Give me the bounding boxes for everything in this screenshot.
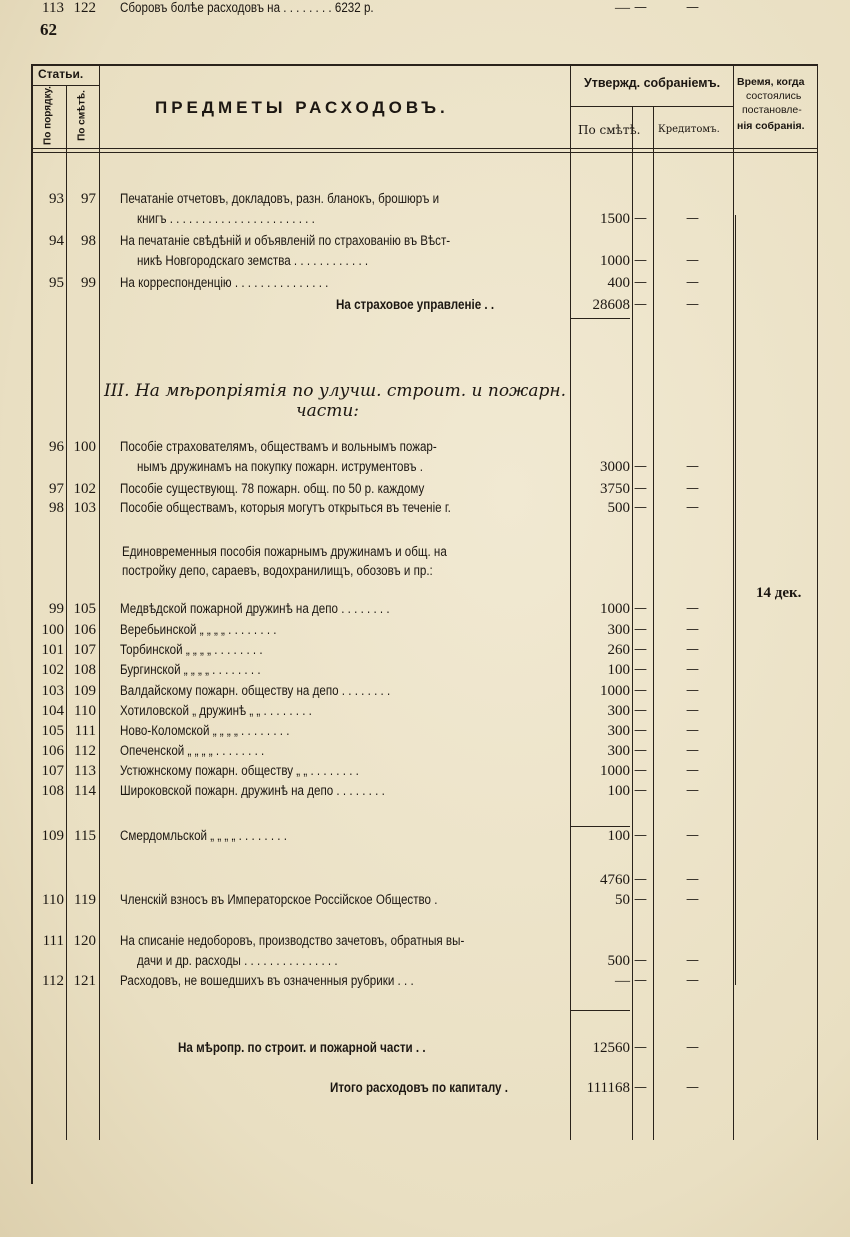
row-amount: 1500 — [600, 211, 630, 227]
row-description: Пособіе существующ. 78 пожарн. общ. по 50 р. каждому — [120, 481, 425, 496]
row-order-number: 94 — [49, 233, 64, 249]
credit-dash: — — [634, 481, 647, 496]
row-estimate-number: 109 — [73, 683, 96, 699]
credit-dash-2: — — [686, 763, 699, 778]
row-order-number: 111 — [42, 933, 64, 949]
credit-dash: — — [634, 783, 647, 798]
row-description: Членскій взносъ въ Императорское Россійское Общество . — [120, 892, 438, 907]
credit-dash: — — [634, 253, 647, 268]
row-estimate-number: 99 — [81, 275, 96, 291]
row-order-number: 99 — [49, 601, 64, 617]
row-description: На страховое управленіе . . — [336, 297, 495, 312]
row-description: Смердомльской „ „ „ „ . . . . . . . . — [120, 828, 287, 843]
credit-dash: — — [634, 1080, 647, 1095]
header-by-order: По порядку. — [42, 86, 54, 145]
credit-dash: — — [634, 723, 647, 738]
row-amount: 3000 — [600, 459, 630, 475]
row-description: На списаніе недоборовъ, производство зачетовъ, обратныя вы- — [120, 933, 465, 948]
credit-dash: — — [634, 622, 647, 637]
row-description: Пособіе страхователямъ, обществамъ и вольнымъ пожар- — [120, 439, 437, 454]
row-order-number: 110 — [42, 892, 64, 908]
credit-dash-2: — — [686, 662, 699, 677]
row-description: Расходовъ, не вошедшихъ въ означенныя рубрики . . . — [120, 973, 414, 988]
row-amount: 260 — [607, 642, 630, 658]
row-estimate-number: 105 — [73, 601, 96, 617]
credit-dash-2: — — [686, 297, 699, 312]
row-order-number: 103 — [41, 683, 64, 699]
header-time-1: Время, когда — [737, 76, 805, 88]
header-time-2: состоялись — [746, 90, 802, 102]
sum-line-1 — [570, 318, 630, 319]
row-estimate-number: 103 — [73, 500, 96, 516]
sum-line-2 — [570, 826, 630, 827]
credit-dash: — — [634, 459, 647, 474]
page-number: 62 — [40, 20, 57, 39]
credit-dash-2: — — [686, 953, 699, 968]
row-description: Валдайскому пожарн. обществу на депо . . . . . . . . — [120, 683, 391, 698]
credit-dash-2: — — [686, 500, 699, 515]
row-description: Торбинской „ „ „ „ . . . . . . . . — [120, 642, 263, 657]
header-bottom-border — [31, 148, 818, 149]
row-estimate-number: 111 — [74, 723, 96, 739]
header-approved: Утвержд. собраніемъ. — [584, 76, 721, 90]
row-estimate-number: 107 — [73, 642, 96, 658]
header-subjects: ПРЕДМЕТЫ РАСХОДОВЪ. — [155, 98, 449, 117]
row-order-number: 108 — [41, 783, 64, 799]
row-amount: 1000 — [600, 763, 630, 779]
row-amount: 50 — [615, 892, 630, 908]
row-description: Бургинской „ „ „ „ . . . . . . . . — [120, 662, 261, 677]
row-order-number: 97 — [49, 481, 64, 497]
credit-dash-2: — — [686, 1080, 699, 1095]
row-order-number: 107 — [41, 763, 64, 779]
row-description: На корреспонденцію . . . . . . . . . . . . . . . — [120, 275, 329, 290]
date-note: 14 дек. — [756, 585, 802, 601]
credit-dash: — — [634, 500, 647, 515]
row-estimate-number: 102 — [73, 481, 96, 497]
row-amount: 300 — [607, 743, 630, 759]
date-brace — [735, 215, 742, 985]
credit-dash-2: — — [686, 828, 699, 843]
header-by-estimate: По смѣтѣ. — [76, 90, 88, 141]
credit-dash-2: — — [686, 275, 699, 290]
row-amount: 100 — [607, 783, 630, 799]
credit-dash: — — [634, 973, 647, 988]
credit-dash: — — [634, 953, 647, 968]
row-estimate-number: 98 — [81, 233, 96, 249]
one-time-heading-1: Единовременныя пособія пожарнымъ дружинамъ и общ. на — [122, 544, 447, 559]
row-description: нымъ дружинамъ на покупку пожарн. иструментовъ . — [137, 459, 423, 474]
row-order-number: 100 — [41, 622, 64, 638]
header-estimate-col: По смѣтѣ. — [578, 123, 641, 137]
row-description: Широковской пожарн. дружинѣ на депо . . . . . . . . — [120, 783, 385, 798]
row-order-number: 96 — [49, 439, 64, 455]
row-amount: — — [615, 973, 630, 989]
credit-dash-2: — — [686, 0, 699, 15]
credit-dash-2: — — [686, 703, 699, 718]
credit-dash-2: — — [686, 642, 699, 657]
credit-dash-2: — — [686, 622, 699, 637]
row-description: Ново-Коломской „ „ „ „ . . . . . . . . — [120, 723, 290, 738]
row-estimate-number: 114 — [74, 783, 96, 799]
row-description: Пособіе обществамъ, которыя могутъ открыться въ теченіе г. — [120, 500, 451, 515]
row-estimate-number: 100 — [73, 439, 96, 455]
table-left-border — [31, 64, 33, 1184]
credit-dash: — — [634, 642, 647, 657]
row-description: никѣ Новгородскаго земства . . . . . . . . . . . . — [137, 253, 369, 268]
header-time-3: постановле- — [742, 104, 802, 116]
header-bottom-border-2 — [31, 152, 818, 153]
row-order-number: 109 — [41, 828, 64, 844]
row-description: Опеченской „ „ „ „ . . . . . . . . — [120, 743, 265, 758]
row-amount: 12560 — [592, 1040, 630, 1056]
header-articles: Статьи. — [38, 67, 84, 81]
row-amount: 500 — [607, 953, 630, 969]
row-description: Устюжнскому пожарн. обществу „ „ . . . . . . . . — [120, 763, 359, 778]
credit-dash: — — [634, 763, 647, 778]
credit-dash: — — [634, 703, 647, 718]
credit-dash: — — [634, 872, 647, 887]
credit-dash-2: — — [686, 601, 699, 616]
row-amount: 3750 — [600, 481, 630, 497]
credit-dash-2: — — [686, 253, 699, 268]
credit-dash-2: — — [686, 743, 699, 758]
row-amount: 300 — [607, 703, 630, 719]
row-description: Итого расходовъ по капиталу . — [330, 1080, 508, 1095]
row-estimate-number: 113 — [74, 763, 96, 779]
row-amount: 4760 — [600, 872, 630, 888]
row-order-number: 113 — [42, 0, 64, 16]
row-description: книгъ . . . . . . . . . . . . . . . . . . . . . . . — [137, 211, 315, 226]
row-order-number: 95 — [49, 275, 64, 291]
row-order-number: 106 — [41, 743, 64, 759]
section-title-2: части: — [296, 401, 360, 421]
credit-dash: — — [634, 297, 647, 312]
credit-dash: — — [634, 743, 647, 758]
one-time-heading-2: постройку депо, сараевъ, водохранилищъ, обозовъ и пр.: — [122, 563, 433, 578]
row-amount: 1000 — [600, 683, 630, 699]
credit-dash: — — [634, 828, 647, 843]
credit-dash: — — [634, 211, 647, 226]
row-description: Медвѣдской пожарной дружинѣ на депо . . . . . . . . — [120, 601, 390, 616]
credit-dash-2: — — [686, 683, 699, 698]
row-amount: 500 — [607, 500, 630, 516]
row-description: На мѣропр. по строит. и пожарной части . . — [178, 1040, 426, 1055]
row-amount: — — [615, 0, 630, 16]
row-order-number: 102 — [41, 662, 64, 678]
row-description: Хотиловской „ дружинѣ „ „ . . . . . . . . — [120, 703, 312, 718]
row-amount: 100 — [607, 662, 630, 678]
row-description: Сборовъ болѣе расходовъ на . . . . . . . . 6232 р. — [120, 0, 374, 15]
section-title-1: III. На мѣропріятія по улучш. строит. и пожарн. — [104, 381, 567, 401]
row-description: На печатаніе свѣдѣній и объявленій по страхованію въ Вѣст- — [120, 233, 451, 248]
articles-underline — [31, 85, 99, 86]
row-amount: 100 — [607, 828, 630, 844]
credit-dash-2: — — [686, 481, 699, 496]
col-divider-4b — [653, 106, 654, 1140]
row-estimate-number: 108 — [73, 662, 96, 678]
credit-dash: — — [634, 601, 647, 616]
table-right-border — [817, 64, 818, 1140]
row-amount: 300 — [607, 622, 630, 638]
row-amount: 1000 — [600, 601, 630, 617]
row-estimate-number: 119 — [74, 892, 96, 908]
credit-dash: — — [634, 892, 647, 907]
row-description: Печатаніе отчетовъ, докладовъ, разн. бланокъ, брошюръ и — [120, 191, 440, 206]
row-estimate-number: 110 — [74, 703, 96, 719]
col-divider-2 — [99, 64, 100, 1140]
credit-dash-2: — — [686, 459, 699, 474]
row-order-number: 93 — [49, 191, 64, 207]
row-order-number: 112 — [42, 973, 64, 989]
sum-line-3 — [570, 1010, 630, 1011]
row-amount: 1000 — [600, 253, 630, 269]
row-estimate-number: 121 — [73, 973, 96, 989]
credit-dash-2: — — [686, 211, 699, 226]
row-estimate-number: 115 — [74, 828, 96, 844]
credit-dash-2: — — [686, 1040, 699, 1055]
row-estimate-number: 120 — [73, 933, 96, 949]
approved-underline — [570, 106, 733, 107]
row-amount: 400 — [607, 275, 630, 291]
credit-dash: — — [634, 662, 647, 677]
row-amount: 111168 — [586, 1080, 630, 1096]
credit-dash-2: — — [686, 872, 699, 887]
row-estimate-number: 112 — [74, 743, 96, 759]
row-order-number: 98 — [49, 500, 64, 516]
credit-dash: — — [634, 0, 647, 15]
row-order-number: 105 — [41, 723, 64, 739]
row-order-number: 104 — [41, 703, 64, 719]
row-amount: 28608 — [592, 297, 630, 313]
credit-dash-2: — — [686, 723, 699, 738]
row-description: Веребьинской „ „ „ „ . . . . . . . . — [120, 622, 277, 637]
credit-dash-2: — — [686, 892, 699, 907]
header-time-4: нія собранія. — [737, 120, 805, 132]
row-amount: 300 — [607, 723, 630, 739]
table-top-border — [31, 64, 818, 66]
credit-dash-2: — — [686, 783, 699, 798]
row-estimate-number: 122 — [73, 0, 96, 16]
credit-dash-2: — — [686, 973, 699, 988]
row-estimate-number: 106 — [73, 622, 96, 638]
row-estimate-number: 97 — [81, 191, 96, 207]
credit-dash: — — [634, 683, 647, 698]
credit-dash: — — [634, 275, 647, 290]
row-order-number: 101 — [41, 642, 64, 658]
row-description: дачи и др. расходы . . . . . . . . . . . . . . . — [137, 953, 338, 968]
credit-dash: — — [634, 1040, 647, 1055]
header-credit: Кредитомъ. — [658, 124, 720, 135]
